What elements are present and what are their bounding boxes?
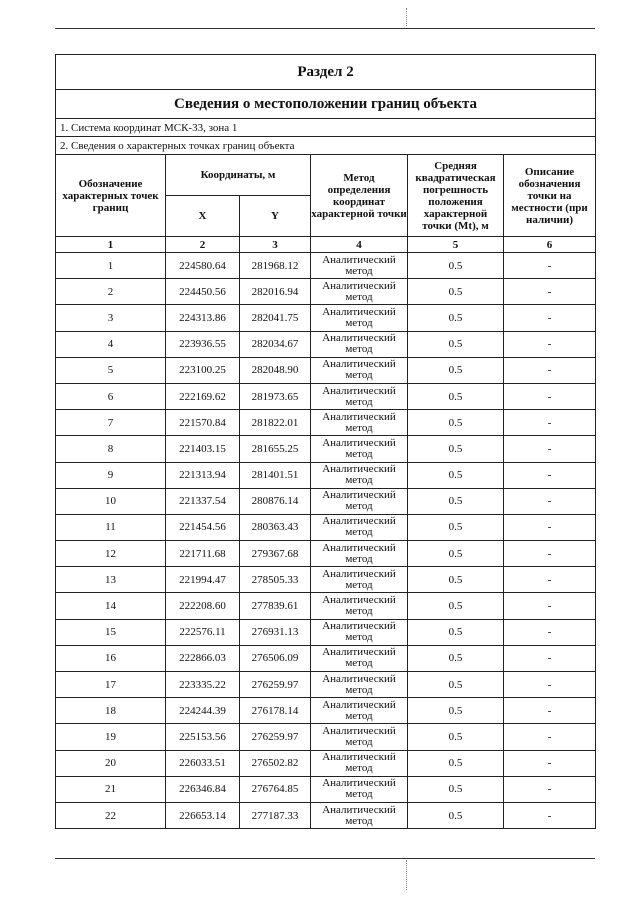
table-row bbox=[56, 514, 596, 540]
coord-x: 222866.03 bbox=[166, 645, 240, 671]
description-cell: - bbox=[504, 776, 596, 802]
coord-y: 277187.33 bbox=[240, 802, 311, 828]
description-cell: - bbox=[504, 698, 596, 724]
method-cell: Аналитический метод bbox=[311, 750, 408, 776]
coord-x: 224244.39 bbox=[166, 698, 240, 724]
error-cell: 0.5 bbox=[408, 383, 504, 409]
coord-y: 282041.75 bbox=[240, 305, 311, 331]
point-number: 9 bbox=[56, 462, 166, 488]
description-cell: - bbox=[504, 305, 596, 331]
coord-x: 224313.86 bbox=[166, 305, 240, 331]
coord-x: 223936.55 bbox=[166, 331, 240, 357]
scan-artifact bbox=[406, 8, 408, 26]
coord-x: 226653.14 bbox=[166, 802, 240, 828]
error-cell: 0.5 bbox=[408, 279, 504, 305]
coord-x: 221403.15 bbox=[166, 436, 240, 462]
method-cell: Аналитический метод bbox=[311, 436, 408, 462]
coord-x: 226033.51 bbox=[166, 750, 240, 776]
coord-y: 276931.13 bbox=[240, 619, 311, 645]
table-row bbox=[56, 724, 596, 750]
error-cell: 0.5 bbox=[408, 645, 504, 671]
error-cell: 0.5 bbox=[408, 619, 504, 645]
error-cell: 0.5 bbox=[408, 357, 504, 383]
point-number: 18 bbox=[56, 698, 166, 724]
error-cell: 0.5 bbox=[408, 514, 504, 540]
coord-y: 276502.82 bbox=[240, 750, 311, 776]
points-heading: 2. Сведения о характерных точках границ объекта bbox=[56, 137, 596, 155]
method-cell: Аналитический метод bbox=[311, 253, 408, 279]
error-cell: 0.5 bbox=[408, 750, 504, 776]
method-cell: Аналитический метод bbox=[311, 645, 408, 671]
method-cell: Аналитический метод bbox=[311, 410, 408, 436]
coord-x: 225153.56 bbox=[166, 724, 240, 750]
coord-y: 276506.09 bbox=[240, 645, 311, 671]
error-cell: 0.5 bbox=[408, 672, 504, 698]
table-row bbox=[56, 383, 596, 409]
coord-x: 221711.68 bbox=[166, 541, 240, 567]
error-cell: 0.5 bbox=[408, 410, 504, 436]
description-cell: - bbox=[504, 514, 596, 540]
point-number: 4 bbox=[56, 331, 166, 357]
error-cell: 0.5 bbox=[408, 567, 504, 593]
coord-y: 281401.51 bbox=[240, 462, 311, 488]
bottom-rule bbox=[55, 858, 595, 859]
table-row bbox=[56, 645, 596, 671]
table-row bbox=[56, 279, 596, 305]
point-number: 3 bbox=[56, 305, 166, 331]
method-cell: Аналитический метод bbox=[311, 776, 408, 802]
point-number: 11 bbox=[56, 514, 166, 540]
boundary-table bbox=[55, 54, 596, 829]
method-cell: Аналитический метод bbox=[311, 488, 408, 514]
error-cell: 0.5 bbox=[408, 462, 504, 488]
header-designation: Обозначение характерных точек границ bbox=[56, 155, 166, 237]
coord-x: 221454.56 bbox=[166, 514, 240, 540]
coord-y: 276178.14 bbox=[240, 698, 311, 724]
coord-y: 278505.33 bbox=[240, 567, 311, 593]
coord-y: 282034.67 bbox=[240, 331, 311, 357]
coord-x: 222576.11 bbox=[166, 619, 240, 645]
description-cell: - bbox=[504, 279, 596, 305]
table-row bbox=[56, 357, 596, 383]
table-row bbox=[56, 462, 596, 488]
document-page bbox=[55, 54, 595, 829]
header-coordinates: Координаты, м bbox=[166, 155, 311, 196]
error-cell: 0.5 bbox=[408, 488, 504, 514]
description-cell: - bbox=[504, 802, 596, 828]
description-cell: - bbox=[504, 645, 596, 671]
table-row bbox=[56, 253, 596, 279]
description-cell: - bbox=[504, 724, 596, 750]
method-cell: Аналитический метод bbox=[311, 462, 408, 488]
coord-y: 276764.85 bbox=[240, 776, 311, 802]
point-number: 19 bbox=[56, 724, 166, 750]
column-number-row bbox=[56, 237, 596, 253]
error-cell: 0.5 bbox=[408, 776, 504, 802]
error-cell: 0.5 bbox=[408, 331, 504, 357]
error-cell: 0.5 bbox=[408, 436, 504, 462]
point-number: 17 bbox=[56, 672, 166, 698]
column-number: 4 bbox=[311, 237, 408, 253]
description-cell: - bbox=[504, 410, 596, 436]
method-cell: Аналитический метод bbox=[311, 331, 408, 357]
coord-x: 221994.47 bbox=[166, 567, 240, 593]
point-number: 2 bbox=[56, 279, 166, 305]
point-number: 1 bbox=[56, 253, 166, 279]
column-number: 6 bbox=[504, 237, 596, 253]
table-row bbox=[56, 410, 596, 436]
table-row bbox=[56, 698, 596, 724]
point-number: 7 bbox=[56, 410, 166, 436]
point-number: 16 bbox=[56, 645, 166, 671]
error-cell: 0.5 bbox=[408, 802, 504, 828]
column-number: 1 bbox=[56, 237, 166, 253]
point-number: 12 bbox=[56, 541, 166, 567]
method-cell: Аналитический метод bbox=[311, 672, 408, 698]
description-cell: - bbox=[504, 750, 596, 776]
coord-x: 224450.56 bbox=[166, 279, 240, 305]
point-number: 13 bbox=[56, 567, 166, 593]
method-cell: Аналитический метод bbox=[311, 802, 408, 828]
method-cell: Аналитический метод bbox=[311, 619, 408, 645]
header-error: Средняя квадратическая погрешность положения характерной точки (Mt), м bbox=[408, 155, 504, 237]
point-number: 8 bbox=[56, 436, 166, 462]
table-row bbox=[56, 331, 596, 357]
coord-y: 276259.97 bbox=[240, 724, 311, 750]
column-number: 2 bbox=[166, 237, 240, 253]
header-y: Y bbox=[240, 196, 311, 237]
coord-x: 222169.62 bbox=[166, 383, 240, 409]
method-cell: Аналитический метод bbox=[311, 357, 408, 383]
error-cell: 0.5 bbox=[408, 724, 504, 750]
coord-x: 221570.84 bbox=[166, 410, 240, 436]
method-cell: Аналитический метод bbox=[311, 383, 408, 409]
error-cell: 0.5 bbox=[408, 305, 504, 331]
table-row bbox=[56, 488, 596, 514]
table-row bbox=[56, 593, 596, 619]
method-cell: Аналитический метод bbox=[311, 698, 408, 724]
header-description: Описание обозначения точки на местности (при наличии) bbox=[504, 155, 596, 237]
description-cell: - bbox=[504, 593, 596, 619]
table-row bbox=[56, 750, 596, 776]
description-cell: - bbox=[504, 567, 596, 593]
document-title: Сведения о местоположении границ объекта bbox=[56, 90, 596, 119]
table-row bbox=[56, 567, 596, 593]
description-cell: - bbox=[504, 383, 596, 409]
column-number: 5 bbox=[408, 237, 504, 253]
header-x: X bbox=[166, 196, 240, 237]
header-method: Метод определения координат характерной точки bbox=[311, 155, 408, 237]
coord-x: 221313.94 bbox=[166, 462, 240, 488]
coord-y: 280876.14 bbox=[240, 488, 311, 514]
point-number: 21 bbox=[56, 776, 166, 802]
method-cell: Аналитический метод bbox=[311, 567, 408, 593]
description-cell: - bbox=[504, 357, 596, 383]
error-cell: 0.5 bbox=[408, 253, 504, 279]
error-cell: 0.5 bbox=[408, 698, 504, 724]
description-cell: - bbox=[504, 462, 596, 488]
description-cell: - bbox=[504, 488, 596, 514]
section-title: Раздел 2 bbox=[56, 55, 596, 90]
column-number: 3 bbox=[240, 237, 311, 253]
table-row bbox=[56, 541, 596, 567]
point-number: 6 bbox=[56, 383, 166, 409]
point-number: 15 bbox=[56, 619, 166, 645]
method-cell: Аналитический метод bbox=[311, 593, 408, 619]
point-number: 5 bbox=[56, 357, 166, 383]
description-cell: - bbox=[504, 619, 596, 645]
coord-x: 226346.84 bbox=[166, 776, 240, 802]
method-cell: Аналитический метод bbox=[311, 305, 408, 331]
description-cell: - bbox=[504, 672, 596, 698]
coord-y: 277839.61 bbox=[240, 593, 311, 619]
coord-x: 223335.22 bbox=[166, 672, 240, 698]
point-number: 22 bbox=[56, 802, 166, 828]
coord-y: 281973.65 bbox=[240, 383, 311, 409]
top-rule bbox=[55, 28, 595, 29]
method-cell: Аналитический метод bbox=[311, 514, 408, 540]
scan-artifact bbox=[406, 860, 408, 890]
table-row bbox=[56, 305, 596, 331]
coord-y: 281822.01 bbox=[240, 410, 311, 436]
description-cell: - bbox=[504, 541, 596, 567]
table-row bbox=[56, 672, 596, 698]
coord-x: 221337.54 bbox=[166, 488, 240, 514]
error-cell: 0.5 bbox=[408, 593, 504, 619]
coord-y: 281655.25 bbox=[240, 436, 311, 462]
point-number: 14 bbox=[56, 593, 166, 619]
coord-x: 223100.25 bbox=[166, 357, 240, 383]
table-row bbox=[56, 619, 596, 645]
description-cell: - bbox=[504, 436, 596, 462]
method-cell: Аналитический метод bbox=[311, 541, 408, 567]
coord-y: 280363.43 bbox=[240, 514, 311, 540]
table-row bbox=[56, 802, 596, 828]
point-number: 10 bbox=[56, 488, 166, 514]
table-row bbox=[56, 436, 596, 462]
coordinate-system: 1. Система координат МСК-33, зона 1 bbox=[56, 119, 596, 137]
coord-y: 281968.12 bbox=[240, 253, 311, 279]
method-cell: Аналитический метод bbox=[311, 279, 408, 305]
table-row bbox=[56, 776, 596, 802]
coord-x: 224580.64 bbox=[166, 253, 240, 279]
coord-x: 222208.60 bbox=[166, 593, 240, 619]
description-cell: - bbox=[504, 253, 596, 279]
point-number: 20 bbox=[56, 750, 166, 776]
description-cell: - bbox=[504, 331, 596, 357]
error-cell: 0.5 bbox=[408, 541, 504, 567]
coord-y: 279367.68 bbox=[240, 541, 311, 567]
coord-y: 276259.97 bbox=[240, 672, 311, 698]
coord-y: 282016.94 bbox=[240, 279, 311, 305]
coord-y: 282048.90 bbox=[240, 357, 311, 383]
method-cell: Аналитический метод bbox=[311, 724, 408, 750]
